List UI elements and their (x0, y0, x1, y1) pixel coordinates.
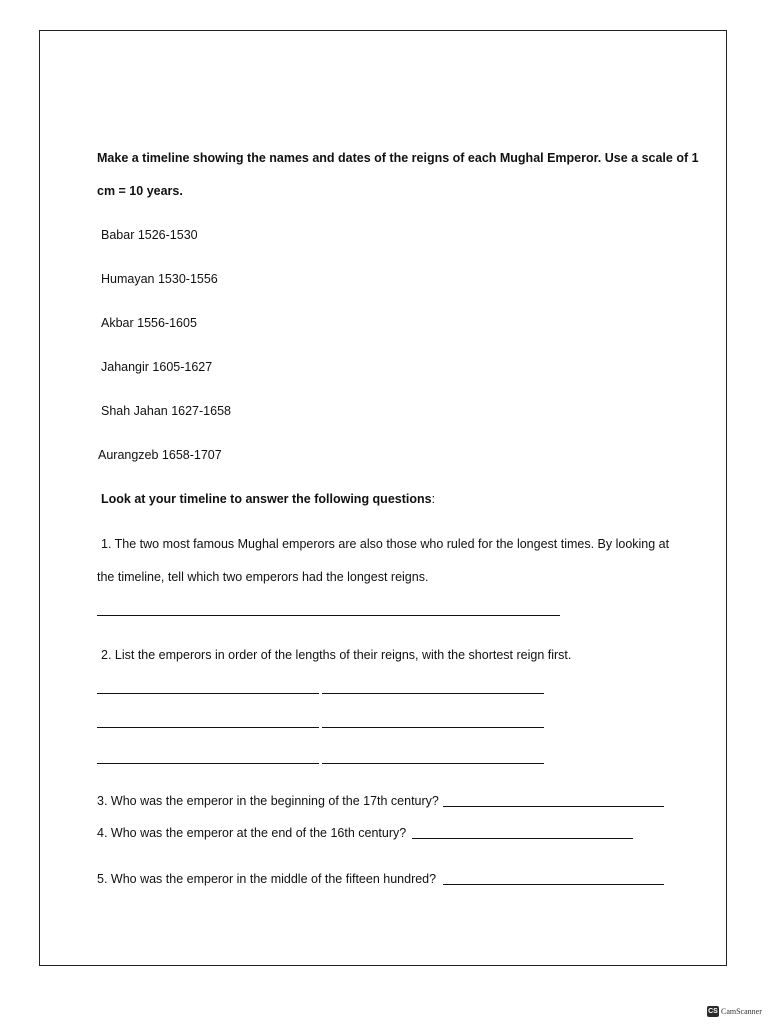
answer-line-q2-row2-right[interactable] (322, 727, 544, 728)
question-4: 4. Who was the emperor at the end of the 16th century? (97, 826, 407, 840)
answer-line-q2-row3-left[interactable] (97, 763, 319, 764)
questions-heading-text: Look at your timeline to answer the following questions (101, 492, 432, 506)
camscanner-watermark: CamScanner (721, 1007, 762, 1016)
question-1-line-2: the timeline, tell which two emperors had the longest reigns. (97, 570, 429, 584)
answer-line-q2-row2-left[interactable] (97, 727, 319, 728)
instruction-line-2: cm = 10 years. (97, 184, 183, 198)
questions-heading-colon: : (431, 492, 436, 506)
answer-line-q1[interactable] (97, 615, 560, 616)
questions-heading (101, 491, 435, 507)
question-2: 2. List the emperors in order of the lengths of their reigns, with the shortest reign first. (101, 648, 572, 662)
emperor-babar: Babar 1526-1530 (101, 228, 198, 242)
emperor-humayan: Humayan 1530-1556 (101, 272, 218, 286)
emperor-aurangzeb: Aurangzeb 1658-1707 (98, 448, 222, 462)
camscanner-logo-icon: CS (708, 1008, 718, 1015)
answer-line-q3[interactable] (443, 806, 664, 807)
answer-line-q2-row1-right[interactable] (322, 693, 544, 694)
emperor-akbar: Akbar 1556-1605 (101, 316, 197, 330)
answer-line-q5[interactable] (443, 884, 664, 885)
emperor-shah-jahan: Shah Jahan 1627-1658 (101, 404, 231, 418)
answer-line-q2-row1-left[interactable] (97, 693, 319, 694)
question-1-line-1: 1. The two most famous Mughal emperors are also those who ruled for the longest times. By looking at (101, 537, 670, 551)
instruction-line-1: Make a timeline showing the names and dates of the reigns of each Mughal Emperor. Use a scale of 1 (97, 151, 699, 165)
question-3: 3. Who was the emperor in the beginning of the 17th century? (97, 794, 439, 808)
emperor-jahangir: Jahangir 1605-1627 (101, 360, 213, 374)
answer-line-q2-row3-right[interactable] (322, 763, 544, 764)
answer-line-q4[interactable] (412, 838, 633, 839)
question-5: 5. Who was the emperor in the middle of the fifteen hundred? (97, 872, 437, 886)
